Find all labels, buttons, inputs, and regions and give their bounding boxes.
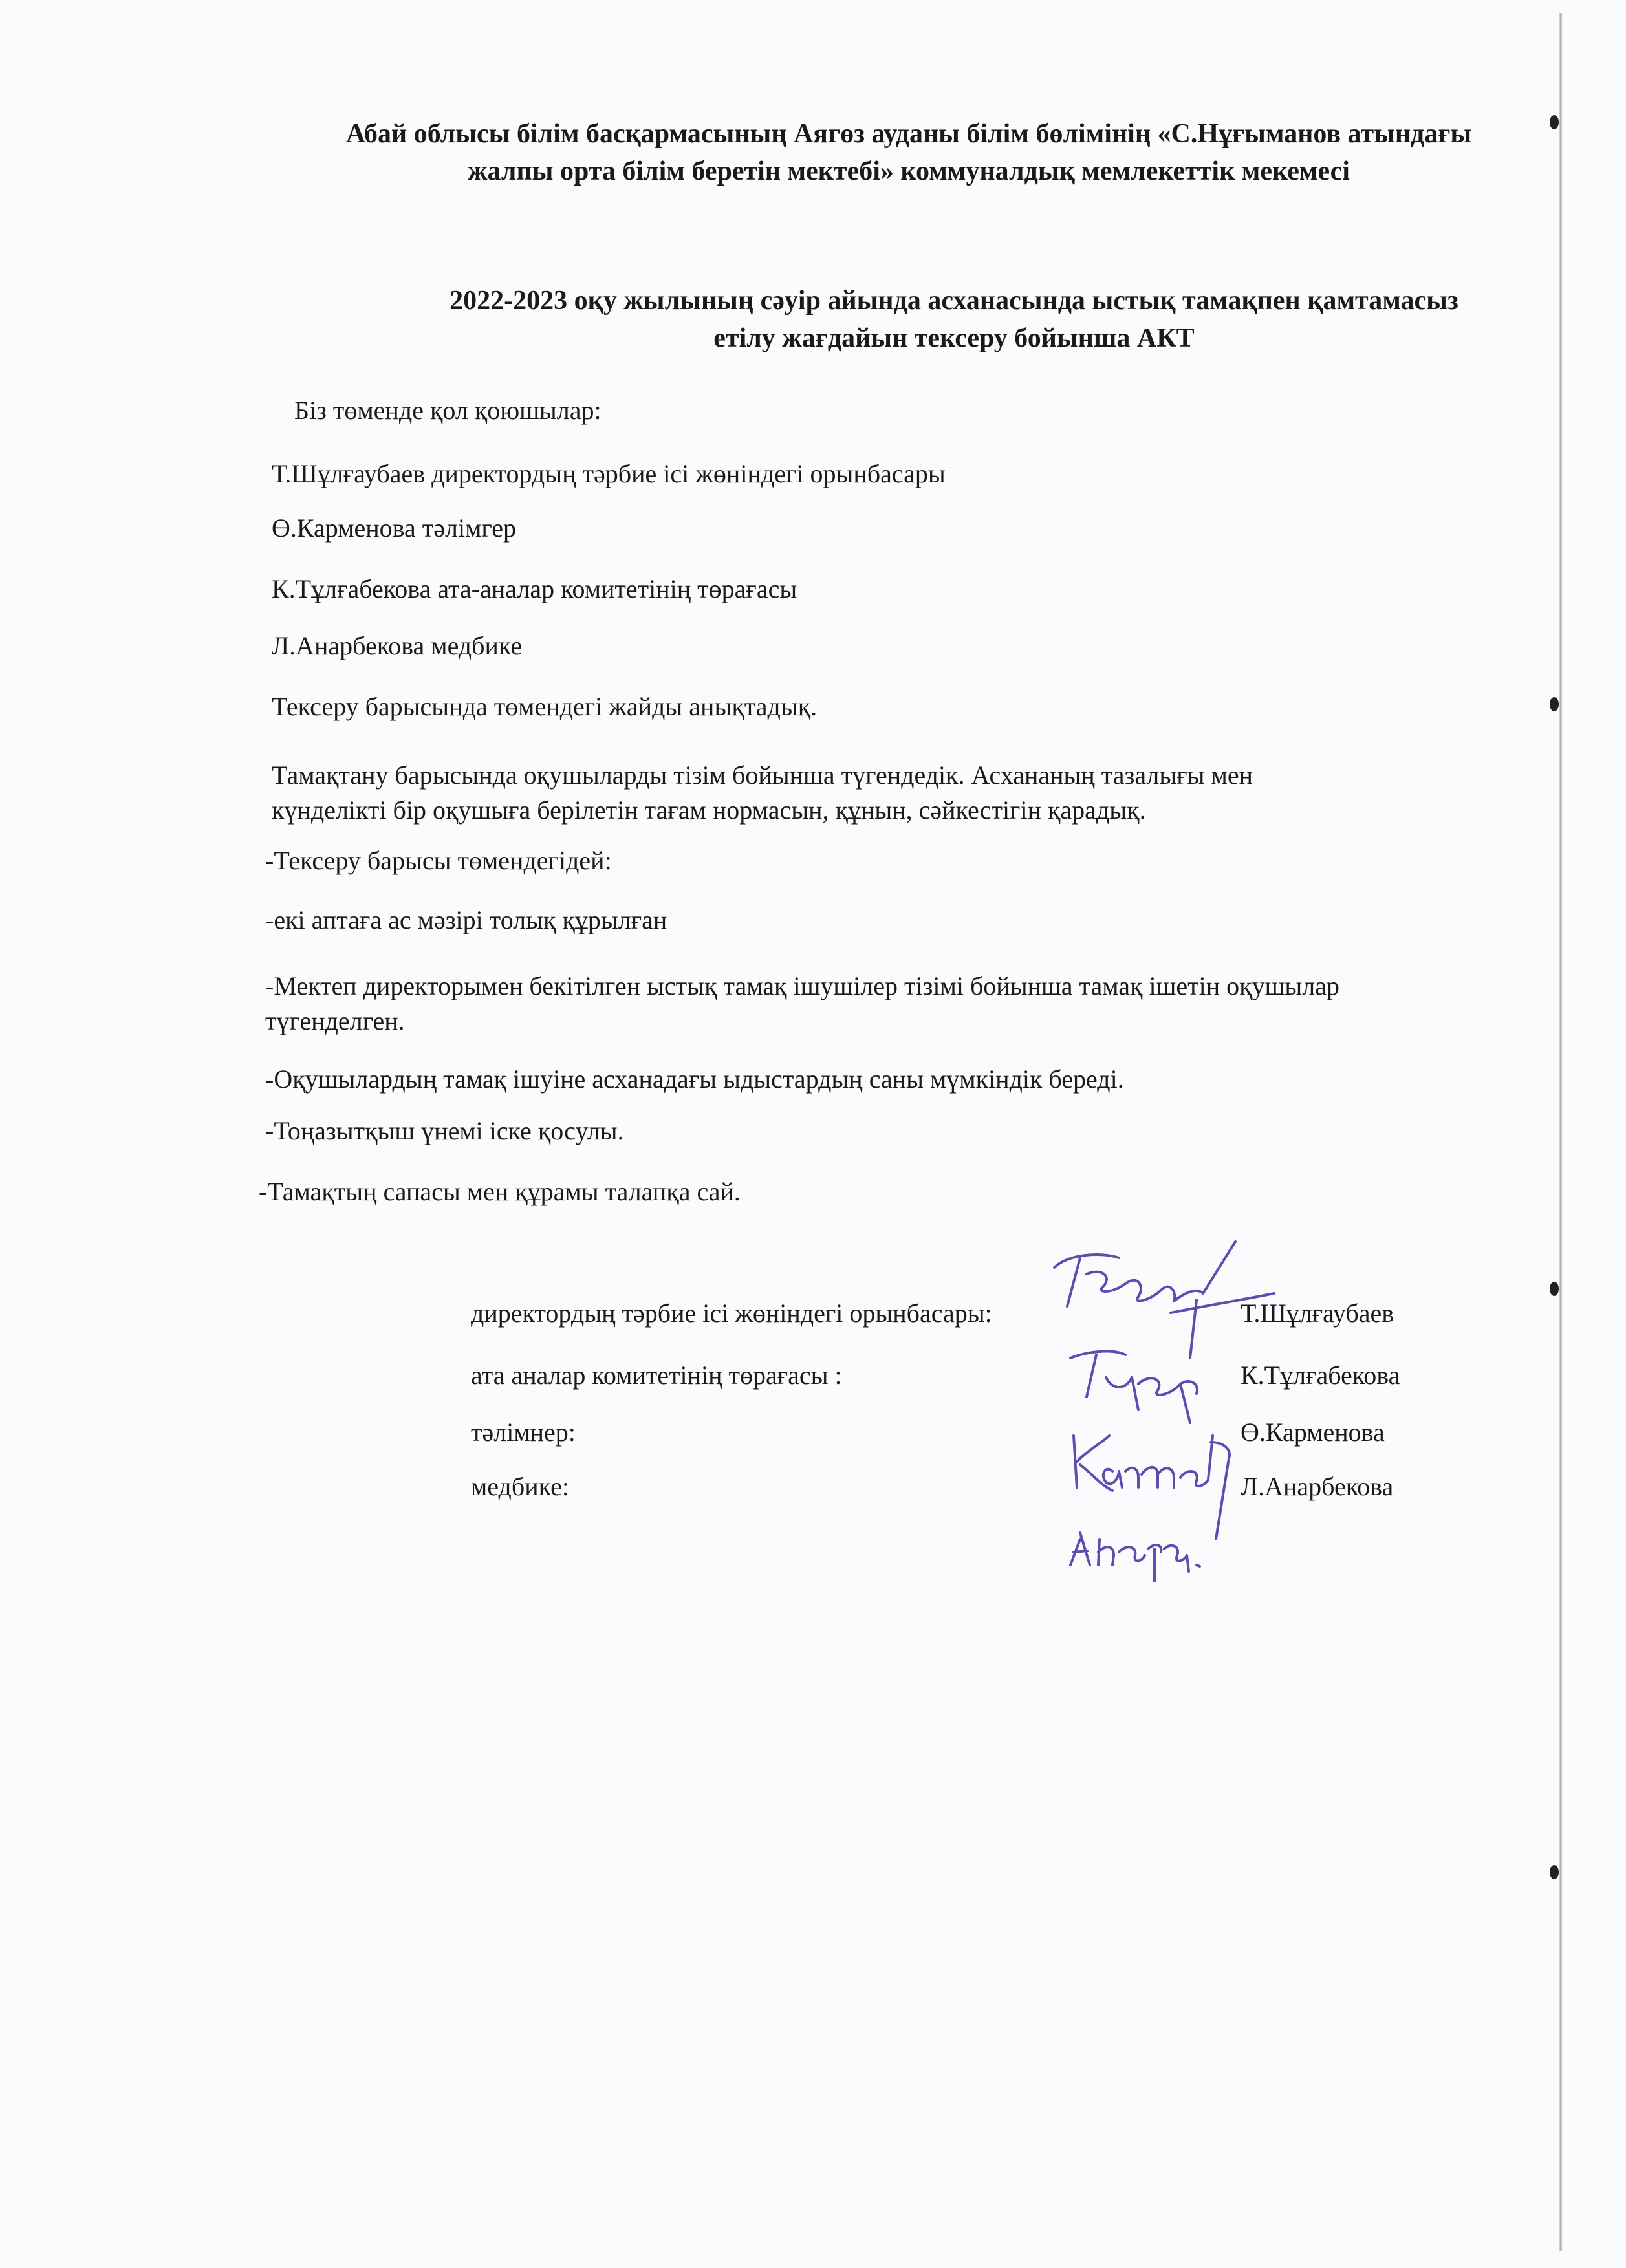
document-header xyxy=(272,115,1546,190)
result-item xyxy=(265,969,1546,1039)
intro-text: Біз төменде қол қоюшылар: xyxy=(294,396,602,425)
signature-scribble xyxy=(1070,1533,1200,1581)
finding-paragraph xyxy=(272,758,1533,828)
signature-name: Т.Шұлғаубаев xyxy=(1241,1299,1394,1328)
signature-role: медбике: xyxy=(471,1472,569,1501)
punch-hole-mark xyxy=(1550,1865,1559,1879)
member-item: Ө.Карменова тәлімгер xyxy=(272,513,517,543)
signature-name: К.Тұлғабекова xyxy=(1241,1361,1400,1390)
punch-hole-mark xyxy=(1550,697,1559,711)
signature-name: Л.Анарбекова xyxy=(1241,1472,1394,1501)
scan-edge-line xyxy=(1559,13,1563,2251)
handwritten-signatures xyxy=(1041,1229,1300,1591)
result-line: түгенделген. xyxy=(265,1006,405,1035)
signature-scribble xyxy=(1070,1352,1197,1423)
result-line: -Мектеп директорымен бекітілген ыстық тамақ ішушілер тізімі бойынша тамақ ішетін оқушылар xyxy=(265,971,1339,1000)
result-item: -Оқушылардың тамақ ішуіне асханадағы ыдыстардың саны мүмкіндік береді. xyxy=(265,1064,1124,1094)
result-item: -екі аптаға ас мәзірі толық құрылған xyxy=(265,905,667,934)
document-title xyxy=(362,282,1546,357)
signature-role: тәлімнер: xyxy=(471,1418,576,1447)
member-item: Т.Шұлғаубаев директордың тәрбие ісі жөніндегі орынбасары xyxy=(272,459,946,488)
signature-scribble xyxy=(1074,1436,1230,1539)
member-item: К.Тұлғабекова ата-аналар комитетінің төрағасы xyxy=(272,574,797,603)
punch-hole-mark xyxy=(1550,1282,1559,1296)
signature-role: ата аналар комитетінің төрағасы : xyxy=(471,1361,842,1390)
result-item: -Тамақтың сапасы мен құрамы талапқа сай. xyxy=(259,1177,741,1206)
results-title: -Тексеру барысы төмендегідей: xyxy=(265,846,612,875)
result-item: -Тоңазытқыш үнемі іске қосулы. xyxy=(265,1116,624,1145)
member-item: Л.Анарбекова медбике xyxy=(272,631,523,660)
finding-intro: Тексеру барысында төмендегі жайды анықтадық. xyxy=(272,692,818,721)
header-line: Абай облысы білім басқармасының Аягөз ауданы білім бөлімінің «С.Нұғыманов атындағы xyxy=(345,119,1472,149)
paragraph-line: күнделікті бір оқушыға берілетін тағам нормасын, құнын, сәйкестігін қарадық. xyxy=(272,795,1146,825)
title-line: 2022-2023 оқу жылының сәуір айында асханасында ыстық тамақпен қамтамасыз xyxy=(450,286,1458,316)
signature-role: директордың тәрбие ісі жөніндегі орынбасары: xyxy=(471,1299,992,1328)
title-line: етілу жағдайын тексеру бойынша АКТ xyxy=(713,323,1195,353)
signature-name: Ө.Карменова xyxy=(1241,1418,1385,1447)
header-line: жалпы орта білім беретін мектебі» коммуналдық мемлекеттік мекемесі xyxy=(468,157,1350,186)
punch-hole-mark xyxy=(1550,115,1559,129)
paragraph-line: Тамақтану барысында оқушыларды тізім бойынша түгендедік. Асхананың тазалығы мен xyxy=(272,761,1253,790)
signature-scribble xyxy=(1054,1242,1274,1358)
